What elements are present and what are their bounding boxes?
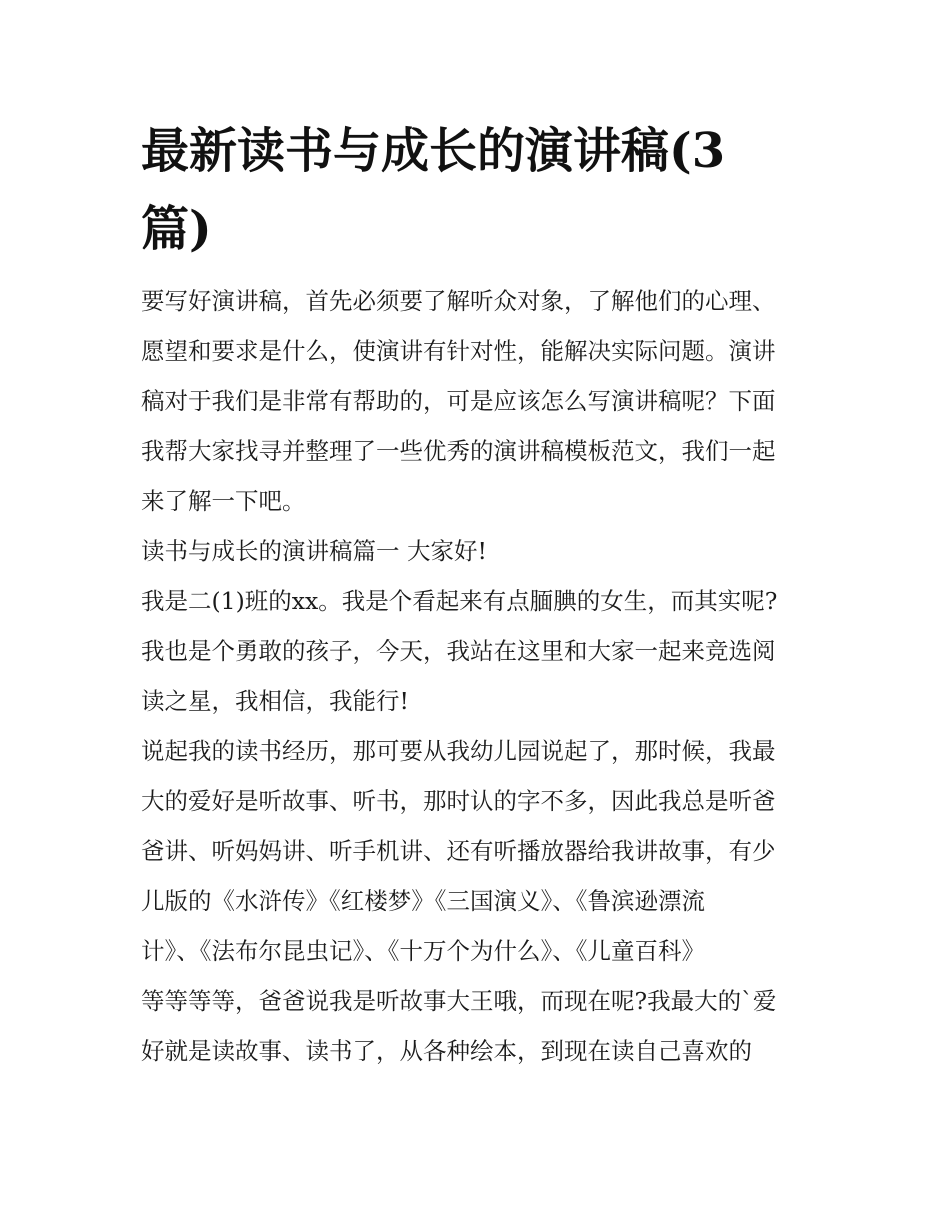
text-line: 我帮大家找寻并整理了一些优秀的演讲稿模板范文，我们一起 xyxy=(141,437,776,465)
text-line: 读之星，我相信，我能行! xyxy=(141,687,409,715)
text-line: 稿对于我们是非常有帮助的，可是应该怎么写演讲稿呢？下面 xyxy=(141,387,776,415)
text-line: 要写好演讲稿，首先必须要了解听众对象，了解他们的心理、 xyxy=(141,287,776,315)
section-heading-line: 读书与成长的演讲稿篇一 大家好! xyxy=(141,537,487,565)
text-line: 我是二(1)班的xx。我是个看起来有点腼腆的女生，而其实呢? xyxy=(141,587,778,615)
text-line: 大的爱好是听故事、听书，那时认的字不多，因此我总是听爸 xyxy=(141,787,776,815)
text-line: 我也是个勇敢的孩子，今天，我站在这里和大家一起来竞选阅 xyxy=(141,637,776,665)
text-line: 说起我的读书经历，那可要从我幼儿园说起了，那时候，我最 xyxy=(141,737,776,765)
document-body xyxy=(141,276,813,1076)
text-line: 等等等等，爸爸说我是听故事大王哦，而现在呢?我最大的`爱 xyxy=(141,987,777,1015)
text-line: 儿版的《水浒传》《红楼梦》《三国演义》、《鲁滨逊漂流 xyxy=(141,887,705,915)
text-line: 来了解一下吧。 xyxy=(141,487,306,515)
text-line: 爸讲、听妈妈讲、听手机讲、还有听播放器给我讲故事，有少 xyxy=(141,837,776,865)
text-line: 好就是读故事、读书了，从各种绘本，到现在读自己喜欢的 xyxy=(141,1037,752,1065)
text-line: 愿望和要求是什么，使演讲有针对性，能解决实际问题。演讲 xyxy=(141,337,776,365)
text-line: 计》、《法布尔昆虫记》、《十万个为什么》、《儿童百科》 xyxy=(141,937,705,965)
page-title: 最新读书与成长的演讲稿(3篇) xyxy=(141,123,726,257)
